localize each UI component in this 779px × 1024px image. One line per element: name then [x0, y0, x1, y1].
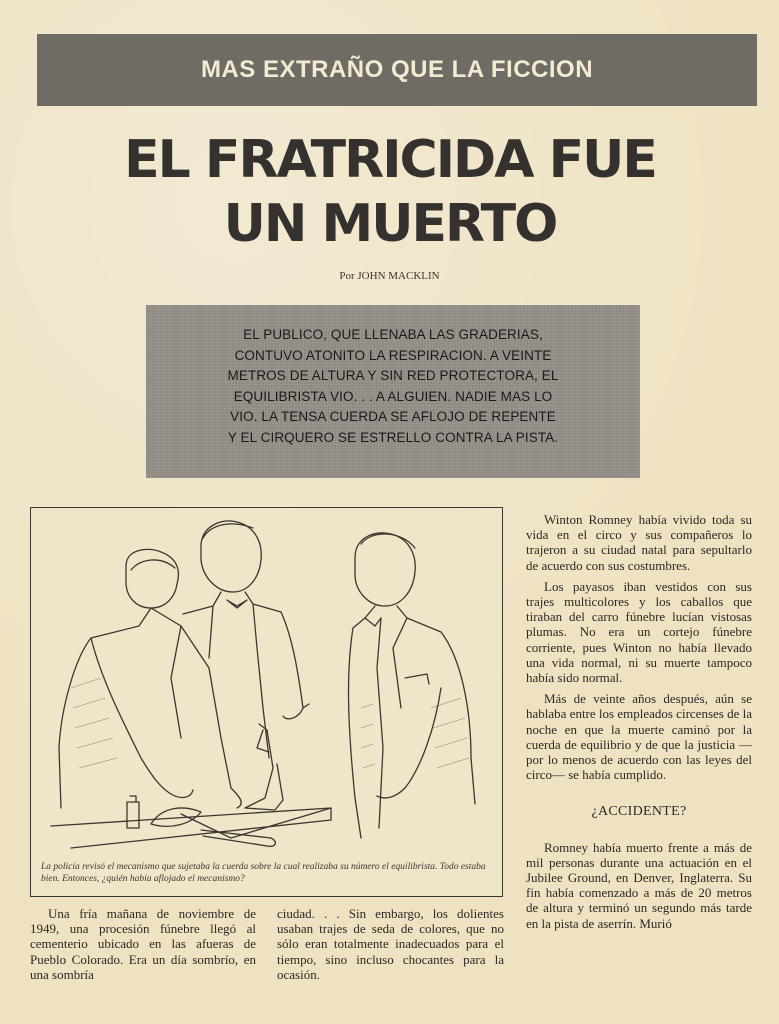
lead-line: EL PUBLICO, QUE LLENABA LAS GRADERIAS,	[243, 327, 543, 342]
right-man-coat	[349, 606, 375, 838]
left-man-head	[126, 549, 178, 608]
lead-line: METROS DE ALTURA Y SIN RED PROTECTORA, EL	[227, 368, 559, 384]
paragraph: Más de veinte años después, aún se hablaba entre los empleados circenses de la noche en que la muerte caminó por la cuerda de equilibrio y de que la justicia —por lo menos de acuerdo con las leyes del circo— se había cumplido.	[526, 691, 752, 783]
illustration	[30, 507, 503, 897]
body-column-3	[526, 512, 752, 931]
illustration-caption: La policía revisó el mecanismo que sujetaba la cuerda sobre la cual realizaba su número el equilibrista. Todo estaba bien. Entonces, ¿quién había aflojado el mecanismo?	[41, 862, 486, 884]
section-banner	[37, 34, 757, 106]
middle-man-coat	[281, 612, 309, 708]
lead-line: EQUILIBRISTA VIO. . . A ALGUIEN. NADIE MAS LO	[233, 388, 553, 404]
lead-box	[146, 305, 640, 478]
lead-line: Y EL CIRQUERO SE ESTRELLO CONTRA LA PISTA.	[227, 429, 559, 445]
paragraph: Una fría mañana de noviembre de 1949, una procesión fúnebre llegó al cementerio ubicado en las afueras de Pueblo Colorado. Era un día sombrío, en una sombría	[30, 906, 256, 982]
paragraph: ciudad. . . Sin embargo, los dolientes usaban trajes de seda de colores, que no sólo eran totalmente inadecuados para el tiempo, sino incluso chocantes para la ocasión.	[277, 906, 504, 982]
body-column-2	[277, 906, 504, 982]
subheading: ¿ACCIDENTE?	[591, 804, 687, 820]
body-column-1	[30, 906, 256, 982]
table-drawing	[51, 808, 331, 848]
lead-line: VIO. LA TENSA CUERDA SE AFLOJO DE REPENTE	[230, 409, 556, 425]
headline	[60, 128, 720, 256]
microscope	[245, 724, 283, 810]
paragraph: Winton Romney había vivido toda su vida en el circo y sus compañeros lo trajeron a su ciudad natal para sepultarlo de acuerdo con sus costumbres.	[526, 512, 752, 573]
headline-line-2: UN MUERTO	[223, 194, 557, 254]
section-title: MAS EXTRAÑO QUE LA FICCION	[200, 56, 594, 83]
paragraph: Los payasos iban vestidos con sus trajes multicolores y los caballos que tiraban del carro fúnebre lucían vistosas plumas. No era un cortejo fúnebre corriente, pues Winton no había llevado una vida normal, ni su muerte tampoco había sido normal.	[526, 578, 752, 686]
bottle	[127, 796, 139, 828]
illustration-drawing	[31, 508, 502, 896]
middle-man-head	[201, 521, 261, 592]
left-man-coat	[59, 608, 151, 808]
right-man-head	[355, 533, 415, 606]
paragraph: Romney había muerto frente a más de mil personas durante una actuación en el Jubilee Ground, en Denver, Inglaterra. Su fin había comenzado a más de 20 metros de altura y terminó un segundo más tarde en la pista de aserrín. Murió	[526, 839, 752, 931]
lead-line: CONTUVO ATONITO LA RESPIRACION. A VEINTE	[234, 347, 552, 363]
byline: Por JOHN MACKLIN	[339, 270, 440, 282]
headline-line-1: EL FRATRICIDA FUE	[124, 130, 656, 190]
